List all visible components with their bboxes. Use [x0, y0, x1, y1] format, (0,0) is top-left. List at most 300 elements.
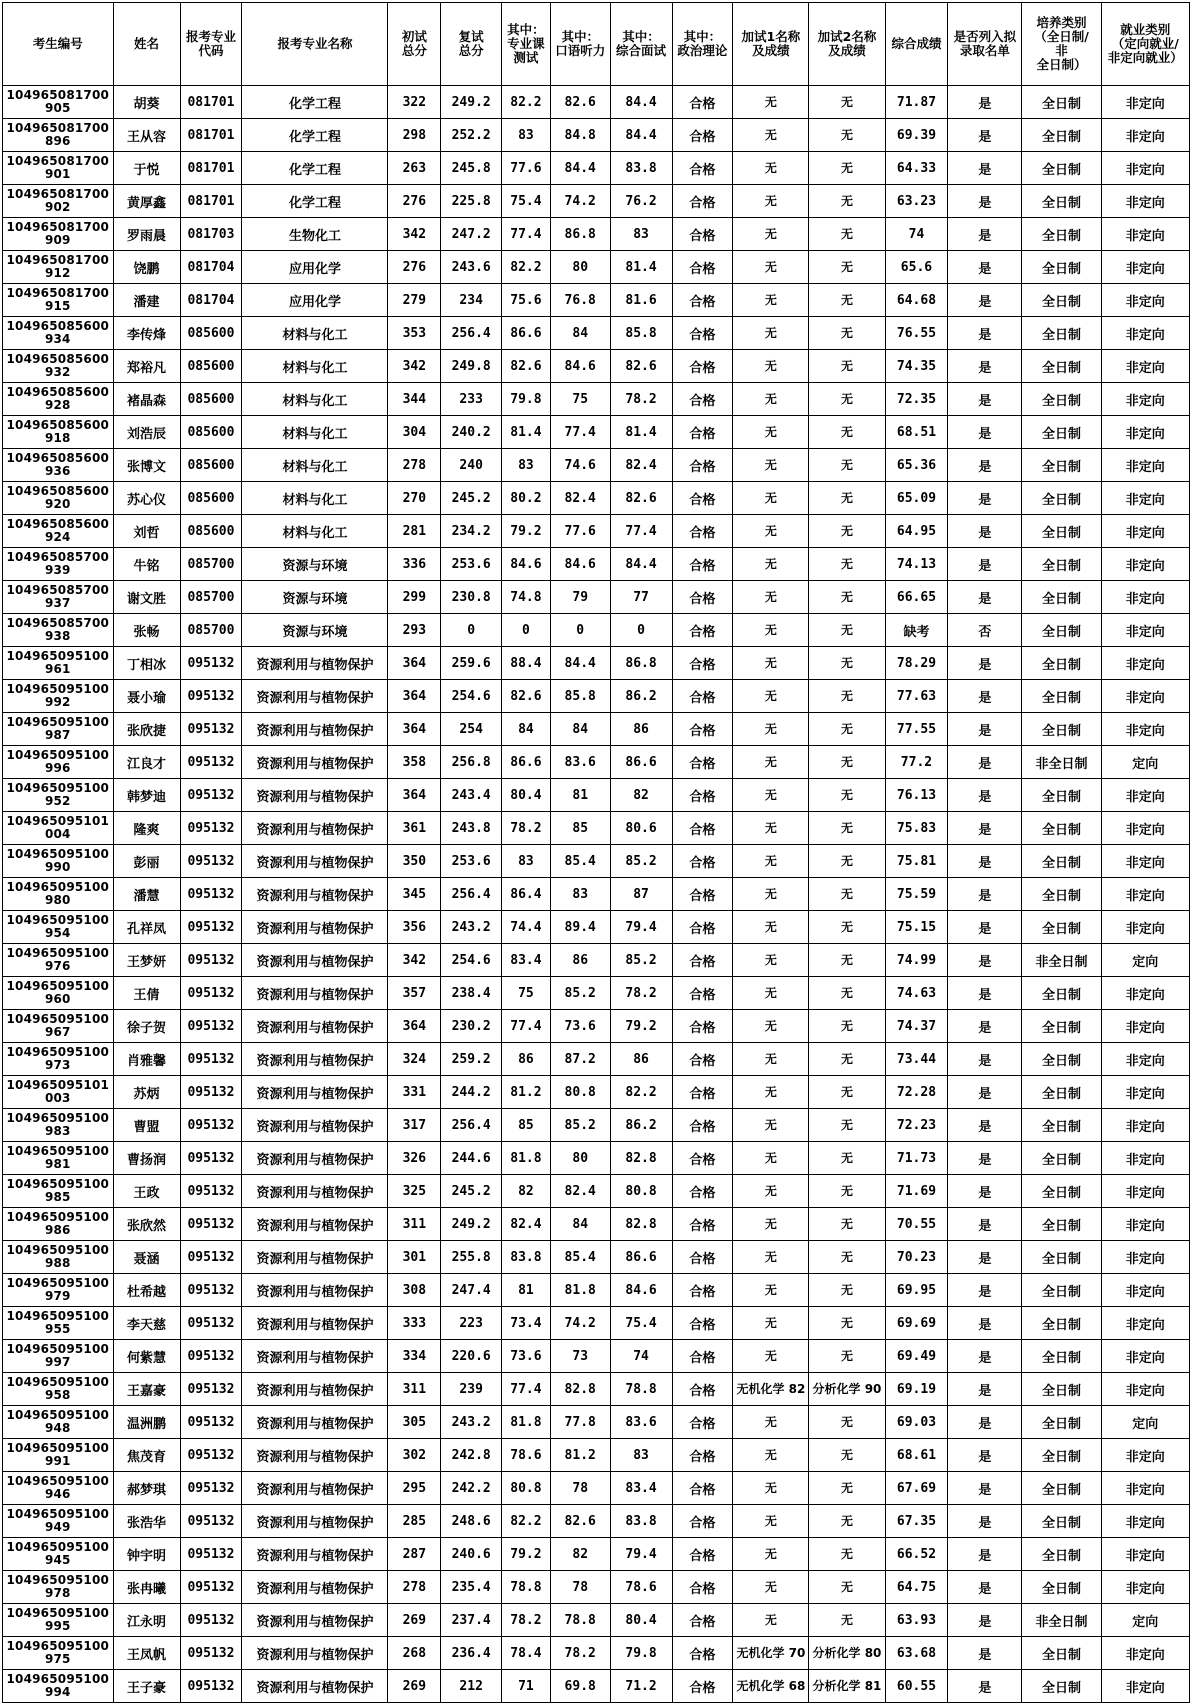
cell-code: 081701 [180, 86, 242, 119]
cell-extra2: 无 [809, 1604, 885, 1637]
cell-major: 材料与化工 [242, 515, 388, 548]
cell-admit: 是 [948, 1406, 1022, 1439]
cell-initial: 263 [388, 152, 441, 185]
cell-name: 孔祥凤 [113, 911, 180, 944]
cell-major: 资源利用与植物保护 [242, 1505, 388, 1538]
cell-extra1: 无 [733, 1406, 809, 1439]
cell-retest: 259.6 [441, 647, 502, 680]
cell-interview: 82.8 [610, 1142, 672, 1175]
cell-spec: 86 [502, 1043, 551, 1076]
cell-major: 材料与化工 [242, 416, 388, 449]
cell-initial: 322 [388, 86, 441, 119]
cell-total: 74.99 [885, 944, 948, 977]
cell-initial: 285 [388, 1505, 441, 1538]
cell-oral: 78 [550, 1571, 610, 1604]
cell-interview: 79.2 [610, 1010, 672, 1043]
column-header-code [180, 3, 242, 86]
cell-id: 104965095100961 [3, 647, 114, 680]
cell-initial: 356 [388, 911, 441, 944]
cell-initial: 342 [388, 218, 441, 251]
cell-admit: 是 [948, 185, 1022, 218]
cell-major: 资源利用与植物保护 [242, 1373, 388, 1406]
cell-extra2: 无 [809, 482, 885, 515]
cell-mode: 全日制 [1022, 812, 1101, 845]
cell-id: 104965095100945 [3, 1538, 114, 1571]
cell-retest: 220.6 [441, 1340, 502, 1373]
cell-id: 104965095100978 [3, 1571, 114, 1604]
cell-code: 095132 [180, 1241, 242, 1274]
cell-total: 67.69 [885, 1472, 948, 1505]
cell-total: 68.51 [885, 416, 948, 449]
cell-code: 095132 [180, 1571, 242, 1604]
cell-name: 王梦妍 [113, 944, 180, 977]
cell-politics: 合格 [672, 977, 733, 1010]
cell-extra2: 无 [809, 1241, 885, 1274]
cell-employ: 非定向 [1101, 1076, 1189, 1109]
cell-oral: 84 [550, 713, 610, 746]
cell-oral: 84 [550, 317, 610, 350]
cell-initial: 268 [388, 1637, 441, 1670]
cell-extra1: 无 [733, 878, 809, 911]
cell-extra1: 无 [733, 1340, 809, 1373]
cell-extra1: 无 [733, 779, 809, 812]
cell-politics: 合格 [672, 1241, 733, 1274]
cell-spec: 86.4 [502, 878, 551, 911]
cell-employ: 非定向 [1101, 548, 1189, 581]
column-header-mode [1022, 3, 1101, 86]
cell-extra1: 无 [733, 1274, 809, 1307]
table-row [3, 1406, 1190, 1439]
cell-extra2: 分析化学 80 [809, 1637, 885, 1670]
cell-employ: 非定向 [1101, 449, 1189, 482]
cell-retest: 245.8 [441, 152, 502, 185]
cell-extra1: 无 [733, 548, 809, 581]
cell-extra2: 无 [809, 1109, 885, 1142]
cell-id: 104965081700915 [3, 284, 114, 317]
column-header-line: 总分 [458, 43, 484, 58]
cell-extra1: 无 [733, 1175, 809, 1208]
cell-interview: 74 [610, 1340, 672, 1373]
cell-name: 饶鹏 [113, 251, 180, 284]
cell-mode: 全日制 [1022, 251, 1101, 284]
cell-extra1: 无 [733, 1010, 809, 1043]
cell-initial: 279 [388, 284, 441, 317]
cell-spec: 85 [502, 1109, 551, 1142]
cell-extra2: 无 [809, 1307, 885, 1340]
cell-interview: 80.4 [610, 1604, 672, 1637]
cell-major: 资源利用与植物保护 [242, 1109, 388, 1142]
cell-employ: 非定向 [1101, 185, 1189, 218]
cell-retest: 252.2 [441, 119, 502, 152]
cell-total: 67.35 [885, 1505, 948, 1538]
cell-politics: 合格 [672, 1505, 733, 1538]
cell-initial: 325 [388, 1175, 441, 1208]
cell-extra1: 无 [733, 119, 809, 152]
cell-extra2: 无 [809, 548, 885, 581]
cell-initial: 336 [388, 548, 441, 581]
cell-extra1: 无机化学 70 [733, 1637, 809, 1670]
cell-spec: 75.6 [502, 284, 551, 317]
cell-total: 75.81 [885, 845, 948, 878]
cell-name: 焦茂育 [113, 1439, 180, 1472]
cell-extra2: 无 [809, 713, 885, 746]
cell-mode: 全日制 [1022, 1406, 1101, 1439]
table-row [3, 1043, 1190, 1076]
cell-politics: 合格 [672, 647, 733, 680]
cell-admit: 是 [948, 1109, 1022, 1142]
cell-major: 生物化工 [242, 218, 388, 251]
cell-employ: 非定向 [1101, 1340, 1189, 1373]
cell-id: 104965095100975 [3, 1637, 114, 1670]
cell-oral: 73.6 [550, 1010, 610, 1043]
cell-name: 张冉曦 [113, 1571, 180, 1604]
cell-interview: 84.4 [610, 119, 672, 152]
cell-oral: 80 [550, 251, 610, 284]
cell-employ: 非定向 [1101, 1208, 1189, 1241]
cell-spec: 75 [502, 977, 551, 1010]
cell-interview: 83.4 [610, 1472, 672, 1505]
cell-extra1: 无 [733, 1439, 809, 1472]
cell-initial: 278 [388, 449, 441, 482]
column-header-line: 全日制） [1036, 57, 1087, 72]
column-header-line: 复试 [458, 29, 484, 44]
table-row [3, 1373, 1190, 1406]
cell-major: 应用化学 [242, 284, 388, 317]
cell-major: 资源利用与植物保护 [242, 779, 388, 812]
cell-retest: 239 [441, 1373, 502, 1406]
cell-mode: 全日制 [1022, 284, 1101, 317]
cell-spec: 82.2 [502, 251, 551, 284]
cell-interview: 83 [610, 218, 672, 251]
cell-politics: 合格 [672, 1472, 733, 1505]
cell-mode: 全日制 [1022, 713, 1101, 746]
cell-extra2: 无 [809, 284, 885, 317]
cell-total: 70.55 [885, 1208, 948, 1241]
cell-interview: 84.4 [610, 86, 672, 119]
table-row [3, 1241, 1190, 1274]
cell-interview: 86.2 [610, 680, 672, 713]
cell-initial: 333 [388, 1307, 441, 1340]
cell-extra2: 无 [809, 1010, 885, 1043]
cell-mode: 全日制 [1022, 515, 1101, 548]
cell-admit: 是 [948, 1472, 1022, 1505]
table-row [3, 449, 1190, 482]
cell-total: 74.13 [885, 548, 948, 581]
cell-mode: 全日制 [1022, 1373, 1101, 1406]
cell-politics: 合格 [672, 1175, 733, 1208]
cell-politics: 合格 [672, 1109, 733, 1142]
cell-admit: 是 [948, 152, 1022, 185]
cell-oral: 82.6 [550, 86, 610, 119]
table-row [3, 152, 1190, 185]
cell-retest: 237.4 [441, 1604, 502, 1637]
cell-retest: 256.4 [441, 1109, 502, 1142]
cell-major: 资源利用与植物保护 [242, 1043, 388, 1076]
cell-admit: 是 [948, 1274, 1022, 1307]
cell-mode: 全日制 [1022, 1505, 1101, 1538]
table-row [3, 680, 1190, 713]
cell-interview: 85.8 [610, 317, 672, 350]
cell-name: 江永明 [113, 1604, 180, 1637]
cell-initial: 324 [388, 1043, 441, 1076]
cell-mode: 全日制 [1022, 416, 1101, 449]
cell-name: 何紫慧 [113, 1340, 180, 1373]
table-row [3, 350, 1190, 383]
cell-retest: 243.8 [441, 812, 502, 845]
cell-code: 085600 [180, 482, 242, 515]
cell-politics: 合格 [672, 1637, 733, 1670]
cell-admit: 是 [948, 581, 1022, 614]
cell-major: 材料与化工 [242, 482, 388, 515]
cell-name: 丁相冰 [113, 647, 180, 680]
cell-name: 聂涵 [113, 1241, 180, 1274]
cell-code: 095132 [180, 977, 242, 1010]
cell-name: 韩梦迪 [113, 779, 180, 812]
cell-spec: 82.2 [502, 86, 551, 119]
cell-extra1: 无 [733, 1241, 809, 1274]
cell-admit: 是 [948, 1010, 1022, 1043]
cell-mode: 全日制 [1022, 86, 1101, 119]
table-row [3, 1109, 1190, 1142]
cell-total: 75.15 [885, 911, 948, 944]
cell-retest: 247.2 [441, 218, 502, 251]
cell-extra1: 无 [733, 944, 809, 977]
cell-total: 69.49 [885, 1340, 948, 1373]
cell-employ: 非定向 [1101, 1274, 1189, 1307]
cell-name: 刘哲 [113, 515, 180, 548]
cell-spec: 81.8 [502, 1142, 551, 1175]
cell-politics: 合格 [672, 1076, 733, 1109]
cell-id: 104965095100991 [3, 1439, 114, 1472]
cell-spec: 73.4 [502, 1307, 551, 1340]
cell-retest: 254 [441, 713, 502, 746]
table-row [3, 878, 1190, 911]
cell-spec: 77.4 [502, 1373, 551, 1406]
table-row [3, 1142, 1190, 1175]
cell-major: 应用化学 [242, 251, 388, 284]
cell-oral: 85.4 [550, 1241, 610, 1274]
cell-spec: 74.8 [502, 581, 551, 614]
cell-extra2: 无 [809, 449, 885, 482]
cell-name: 胡葵 [113, 86, 180, 119]
column-header-retest [441, 3, 502, 86]
cell-interview: 82.6 [610, 482, 672, 515]
cell-mode: 全日制 [1022, 1538, 1101, 1571]
cell-total: 74.37 [885, 1010, 948, 1043]
column-header-line: 是否列入拟 [953, 29, 1017, 44]
cell-name: 王凤帆 [113, 1637, 180, 1670]
cell-politics: 合格 [672, 713, 733, 746]
cell-mode: 全日制 [1022, 1307, 1101, 1340]
table-row [3, 1472, 1190, 1505]
cell-politics: 合格 [672, 1373, 733, 1406]
cell-politics: 合格 [672, 746, 733, 779]
cell-employ: 非定向 [1101, 1505, 1189, 1538]
table-row [3, 1505, 1190, 1538]
cell-spec: 81.4 [502, 416, 551, 449]
cell-initial: 353 [388, 317, 441, 350]
cell-name: 郝梦琪 [113, 1472, 180, 1505]
cell-spec: 82.6 [502, 680, 551, 713]
cell-initial: 276 [388, 251, 441, 284]
cell-total: 65.6 [885, 251, 948, 284]
cell-oral: 80.8 [550, 1076, 610, 1109]
cell-major: 资源利用与植物保护 [242, 1604, 388, 1637]
cell-major: 资源利用与植物保护 [242, 1637, 388, 1670]
cell-employ: 非定向 [1101, 1307, 1189, 1340]
table-row [3, 383, 1190, 416]
cell-total: 69.03 [885, 1406, 948, 1439]
column-header-line: 其中： [622, 29, 660, 44]
cell-retest: 248.6 [441, 1505, 502, 1538]
cell-employ: 定向 [1101, 1604, 1189, 1637]
cell-initial: 304 [388, 416, 441, 449]
cell-extra1: 无 [733, 1604, 809, 1637]
cell-retest: 243.2 [441, 1406, 502, 1439]
cell-spec: 74.4 [502, 911, 551, 944]
cell-code: 095132 [180, 713, 242, 746]
cell-employ: 非定向 [1101, 713, 1189, 746]
cell-admit: 是 [948, 1175, 1022, 1208]
cell-politics: 合格 [672, 812, 733, 845]
cell-mode: 全日制 [1022, 383, 1101, 416]
cell-extra2: 无 [809, 515, 885, 548]
cell-retest: 243.2 [441, 911, 502, 944]
cell-major: 资源利用与植物保护 [242, 845, 388, 878]
cell-interview: 79.4 [610, 1538, 672, 1571]
cell-politics: 合格 [672, 350, 733, 383]
cell-code: 095132 [180, 1340, 242, 1373]
cell-id: 104965095100986 [3, 1208, 114, 1241]
cell-mode: 全日制 [1022, 1439, 1101, 1472]
cell-employ: 非定向 [1101, 878, 1189, 911]
cell-id: 104965081700912 [3, 251, 114, 284]
table-row [3, 647, 1190, 680]
cell-interview: 81.6 [610, 284, 672, 317]
cell-oral: 82 [550, 1538, 610, 1571]
cell-code: 081703 [180, 218, 242, 251]
cell-extra1: 无 [733, 1208, 809, 1241]
cell-admit: 是 [948, 977, 1022, 1010]
cell-id: 104965095100995 [3, 1604, 114, 1637]
cell-id: 104965081700896 [3, 119, 114, 152]
cell-extra1: 无机化学 82 [733, 1373, 809, 1406]
table-row [3, 317, 1190, 350]
cell-politics: 合格 [672, 1604, 733, 1637]
cell-name: 潘建 [113, 284, 180, 317]
cell-extra2: 无 [809, 779, 885, 812]
cell-name: 苏心仪 [113, 482, 180, 515]
cell-spec: 73.6 [502, 1340, 551, 1373]
cell-mode: 全日制 [1022, 119, 1101, 152]
cell-employ: 非定向 [1101, 1010, 1189, 1043]
cell-interview: 85.2 [610, 944, 672, 977]
cell-politics: 合格 [672, 1406, 733, 1439]
table-row [3, 1571, 1190, 1604]
cell-politics: 合格 [672, 845, 733, 878]
cell-politics: 合格 [672, 317, 733, 350]
cell-extra2: 无 [809, 1175, 885, 1208]
cell-major: 资源利用与植物保护 [242, 911, 388, 944]
cell-admit: 是 [948, 1208, 1022, 1241]
cell-major: 化学工程 [242, 119, 388, 152]
cell-total: 缺考 [885, 614, 948, 647]
cell-id: 104965095100997 [3, 1340, 114, 1373]
cell-employ: 定向 [1101, 1406, 1189, 1439]
cell-total: 76.13 [885, 779, 948, 812]
cell-admit: 是 [948, 746, 1022, 779]
cell-code: 085700 [180, 581, 242, 614]
table-row [3, 1538, 1190, 1571]
cell-employ: 非定向 [1101, 1241, 1189, 1274]
cell-oral: 81 [550, 779, 610, 812]
cell-politics: 合格 [672, 1340, 733, 1373]
column-header-line: 综合成绩 [891, 36, 942, 51]
cell-retest: 256.8 [441, 746, 502, 779]
cell-name: 隆爽 [113, 812, 180, 845]
cell-code: 095132 [180, 812, 242, 845]
cell-extra2: 无 [809, 218, 885, 251]
cell-total: 69.69 [885, 1307, 948, 1340]
cell-politics: 合格 [672, 1439, 733, 1472]
cell-major: 资源利用与植物保护 [242, 1472, 388, 1505]
cell-admit: 是 [948, 548, 1022, 581]
cell-interview: 82 [610, 779, 672, 812]
cell-code: 095132 [180, 1208, 242, 1241]
cell-extra2: 分析化学 90 [809, 1373, 885, 1406]
table-row [3, 1439, 1190, 1472]
cell-id: 104965085600934 [3, 317, 114, 350]
cell-code: 095132 [180, 911, 242, 944]
cell-oral: 82.4 [550, 482, 610, 515]
cell-mode: 全日制 [1022, 548, 1101, 581]
cell-interview: 86.6 [610, 746, 672, 779]
cell-retest: 240.6 [441, 1538, 502, 1571]
cell-spec: 79.2 [502, 515, 551, 548]
cell-id: 104965095100994 [3, 1670, 114, 1703]
column-header-total [885, 3, 948, 86]
cell-major: 资源利用与植物保护 [242, 977, 388, 1010]
cell-retest: 234.2 [441, 515, 502, 548]
column-header-employ [1101, 3, 1189, 86]
cell-oral: 85.4 [550, 845, 610, 878]
cell-spec: 83 [502, 845, 551, 878]
table-row [3, 713, 1190, 746]
cell-retest: 242.8 [441, 1439, 502, 1472]
cell-mode: 全日制 [1022, 614, 1101, 647]
cell-employ: 非定向 [1101, 779, 1189, 812]
cell-spec: 79.8 [502, 383, 551, 416]
cell-code: 085600 [180, 416, 242, 449]
cell-name: 杜希越 [113, 1274, 180, 1307]
cell-extra1: 无 [733, 350, 809, 383]
cell-extra2: 无 [809, 812, 885, 845]
cell-major: 资源利用与植物保护 [242, 680, 388, 713]
cell-initial: 302 [388, 1439, 441, 1472]
cell-extra1: 无 [733, 680, 809, 713]
cell-total: 64.75 [885, 1571, 948, 1604]
cell-code: 095132 [180, 1538, 242, 1571]
cell-major: 资源利用与植物保护 [242, 1274, 388, 1307]
column-header-admit [948, 3, 1022, 86]
cell-extra2: 无 [809, 977, 885, 1010]
column-header-line: （全日制/ [1034, 29, 1089, 44]
cell-politics: 合格 [672, 1208, 733, 1241]
cell-total: 72.23 [885, 1109, 948, 1142]
cell-oral: 84.6 [550, 548, 610, 581]
cell-interview: 77.4 [610, 515, 672, 548]
column-header-politics [672, 3, 733, 86]
